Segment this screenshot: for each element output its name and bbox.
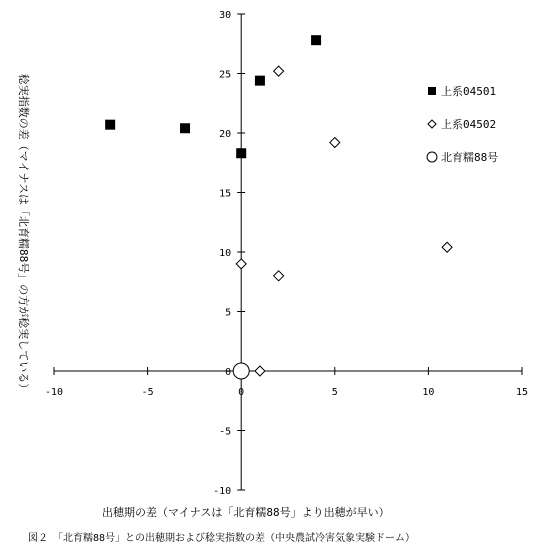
x-tick-label: 10 (422, 387, 435, 398)
data-points (105, 35, 452, 379)
legend (427, 84, 498, 164)
series-1-point (180, 123, 190, 133)
legend-marker-1 (428, 87, 436, 95)
series-2-point (442, 242, 452, 252)
x-tick-label: 0 (238, 387, 245, 398)
y-tick-label: 10 (219, 248, 232, 259)
y-tick-label: -10 (213, 486, 232, 497)
series-2-point (274, 66, 284, 76)
series-2-point (330, 138, 340, 148)
legend-label-2: 上系04502 (441, 118, 497, 131)
axis-ticks (45, 10, 528, 497)
y-tick-label: 20 (219, 129, 232, 140)
series-1-point (236, 148, 246, 158)
legend-marker-3 (427, 152, 437, 162)
series-3-point (233, 363, 249, 379)
series-2-point (255, 366, 265, 376)
x-tick-label: -5 (141, 387, 154, 398)
y-tick-label: 5 (225, 307, 232, 319)
series-1-point (311, 35, 321, 45)
y-tick-label: -5 (219, 426, 232, 438)
x-tick-label: 15 (515, 387, 529, 398)
legend-marker-2 (428, 120, 436, 128)
y-tick-label: 15 (219, 188, 232, 200)
series-1-point (255, 76, 265, 86)
x-axis-title: 出穂期の差（マイナスは「北育糯88号」より出穂が早い） (102, 506, 390, 519)
y-tick-label: 25 (219, 69, 232, 81)
y-tick-label: 0 (225, 367, 232, 378)
y-axis-title: 稔実指数の差（マイナスは「北育糯88号」の方が稔実している） (17, 73, 30, 395)
series-2-point (236, 259, 246, 269)
series-1-point (105, 120, 115, 130)
legend-label-1: 上系04501 (441, 85, 497, 98)
figure-caption: 図２ 「北育糯88号」との出穂期および稔実指数の差（中央農試冷害気象実験ドーム） (28, 533, 416, 544)
y-tick-label: 30 (219, 10, 232, 21)
legend-label-3: 北育糯88号 (441, 151, 499, 164)
series-2-point (274, 271, 284, 281)
x-tick-label: 5 (331, 387, 338, 398)
x-tick-label: -10 (44, 387, 64, 398)
